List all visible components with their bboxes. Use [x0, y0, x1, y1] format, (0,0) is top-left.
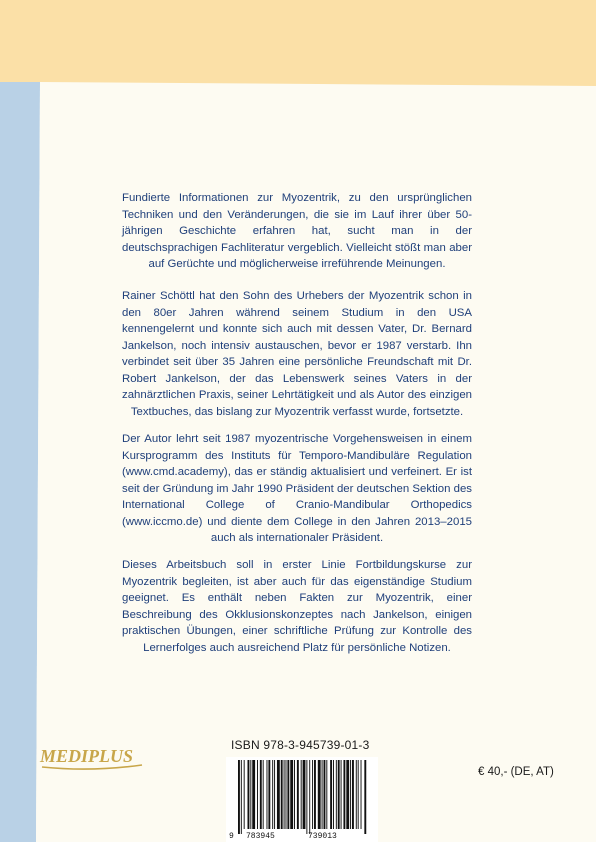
barcode-bar [281, 760, 283, 829]
barcode-bar [290, 760, 293, 829]
barcode-bar [248, 760, 250, 829]
barcode-bar [343, 760, 345, 829]
barcode-bar [322, 760, 323, 829]
barcode-bar [309, 760, 310, 834]
barcode-bar [244, 760, 245, 829]
barcode-bar [267, 760, 268, 829]
barcode-bar [330, 760, 332, 829]
barcode-bar [341, 760, 342, 829]
barcode-bar [318, 760, 321, 829]
blurb-paragraph-2: Rainer Schöttl hat den Sohn des Urhebers der Myozentrik schon in den 80er Jahren während seinem Studium in den USA kennengelernt und konnte sich auch mit dessen Vater, Dr. Bernard Jankelson, noch intensiv austauschen, bevor er 1987 verstarb. Ihn verbindet seit über 35 Jahren eine persönliche Freundschaft mit Dr. Robert Jankelson, der das Lebenswerk seines Vaters in der zahnärztlichen Praxis, seiner Lehrtätigkeit und als Autor des einzigen Textbuches, das bislang zur Myozentrik verfasst wurde, fortsetzte. [122, 290, 472, 418]
barcode-bar [324, 760, 326, 829]
barcode-bar [241, 760, 242, 834]
barcode-bar [277, 760, 280, 829]
barcode-bar [284, 760, 285, 829]
barcode-bar [358, 760, 359, 829]
barcode-bar [346, 760, 349, 829]
barcode-bar [356, 760, 357, 829]
logo-text-medi: MEDI [40, 746, 89, 766]
barcode-bar [263, 760, 264, 829]
barcode-bar [294, 760, 295, 829]
isbn-barcode [226, 757, 378, 842]
barcode-bar [350, 760, 351, 829]
barcode-bar [268, 760, 270, 829]
barcode-bar [250, 760, 251, 829]
top-color-band [0, 0, 596, 88]
barcode-bar [338, 760, 340, 829]
barcode-bar [287, 760, 289, 829]
barcode-digits-left: 783945 [246, 832, 275, 841]
barcode-bar [364, 760, 366, 834]
barcode-bar [274, 760, 275, 829]
publisher-logo [38, 738, 146, 774]
barcode-digits-right: 739013 [308, 832, 337, 841]
barcode-bar [314, 760, 316, 829]
isbn-label: ISBN 978-3-945739-01-3 [231, 738, 370, 752]
barcode-bar [333, 760, 334, 829]
barcode-bar [286, 760, 287, 829]
blurb-paragraph-1: Fundierte Informationen zur Myozentrik, zu den ursprünglichen Techniken und den Veränderungen, die sie im Lauf ihrer über 50-jährigen Geschichte erfahren hat, sucht man in der deutschsprachigen Fachliteratur vergeblich. Vielleicht stößt man aber auf Gerüchte und möglicherweise irreführende Meinungen. [122, 192, 472, 270]
barcode-bar [238, 760, 240, 834]
barcode-bars [238, 760, 366, 834]
price-label: € 40,- (DE, AT) [478, 766, 554, 778]
barcode-bar [303, 760, 306, 829]
barcode-bar [272, 760, 273, 829]
barcode-bar [306, 760, 307, 834]
barcode-bar [260, 760, 262, 829]
barcode-bar [326, 760, 327, 829]
barcode-digit-first: 9 [229, 832, 234, 841]
barcode-bar [361, 760, 362, 829]
logo-text-plus: PLUS [88, 746, 133, 766]
barcode-bar [312, 760, 313, 829]
barcode-bar [352, 760, 354, 829]
blurb-paragraph-4: Dieses Arbeitsbuch soll in erster Linie Fortbildungskurse zur Myozentrik begleiten, ist aber auch für das eigenständige Studium geeignet. Es enthält neben Fakten zur Myozentrik, einer Beschreibung des Okklusionskonzeptes nach Jankelson, einigen praktischen Übungen, einer schriftliche Prüfung zur Kontrolle des Lernerfolges auch ausreichend Platz für persönliche Notizen. [122, 559, 472, 654]
barcode-bar [252, 760, 255, 829]
barcode-bar [257, 760, 258, 829]
barcode-bar [301, 760, 302, 829]
barcode-bar [336, 760, 337, 829]
barcode-bar [297, 760, 299, 829]
blurb-paragraph-3: Der Autor lehrt seit 1987 myozentrische Vorgehensweisen in einem Kursprogramm des Instituts für Temporo-Mandibuläre Regulation (www.cmd.academy), das er ständig aktualisiert und verfeinert. Er ist seit der Gründung im Jahr 1990 Präsident der deutschen Sektion des International College of Cranio-Mandibular Orthopedics (www.iccmo.de) und diente dem College in den Jahren 2013–2015 auch als internationaler Präsident. [122, 433, 472, 544]
